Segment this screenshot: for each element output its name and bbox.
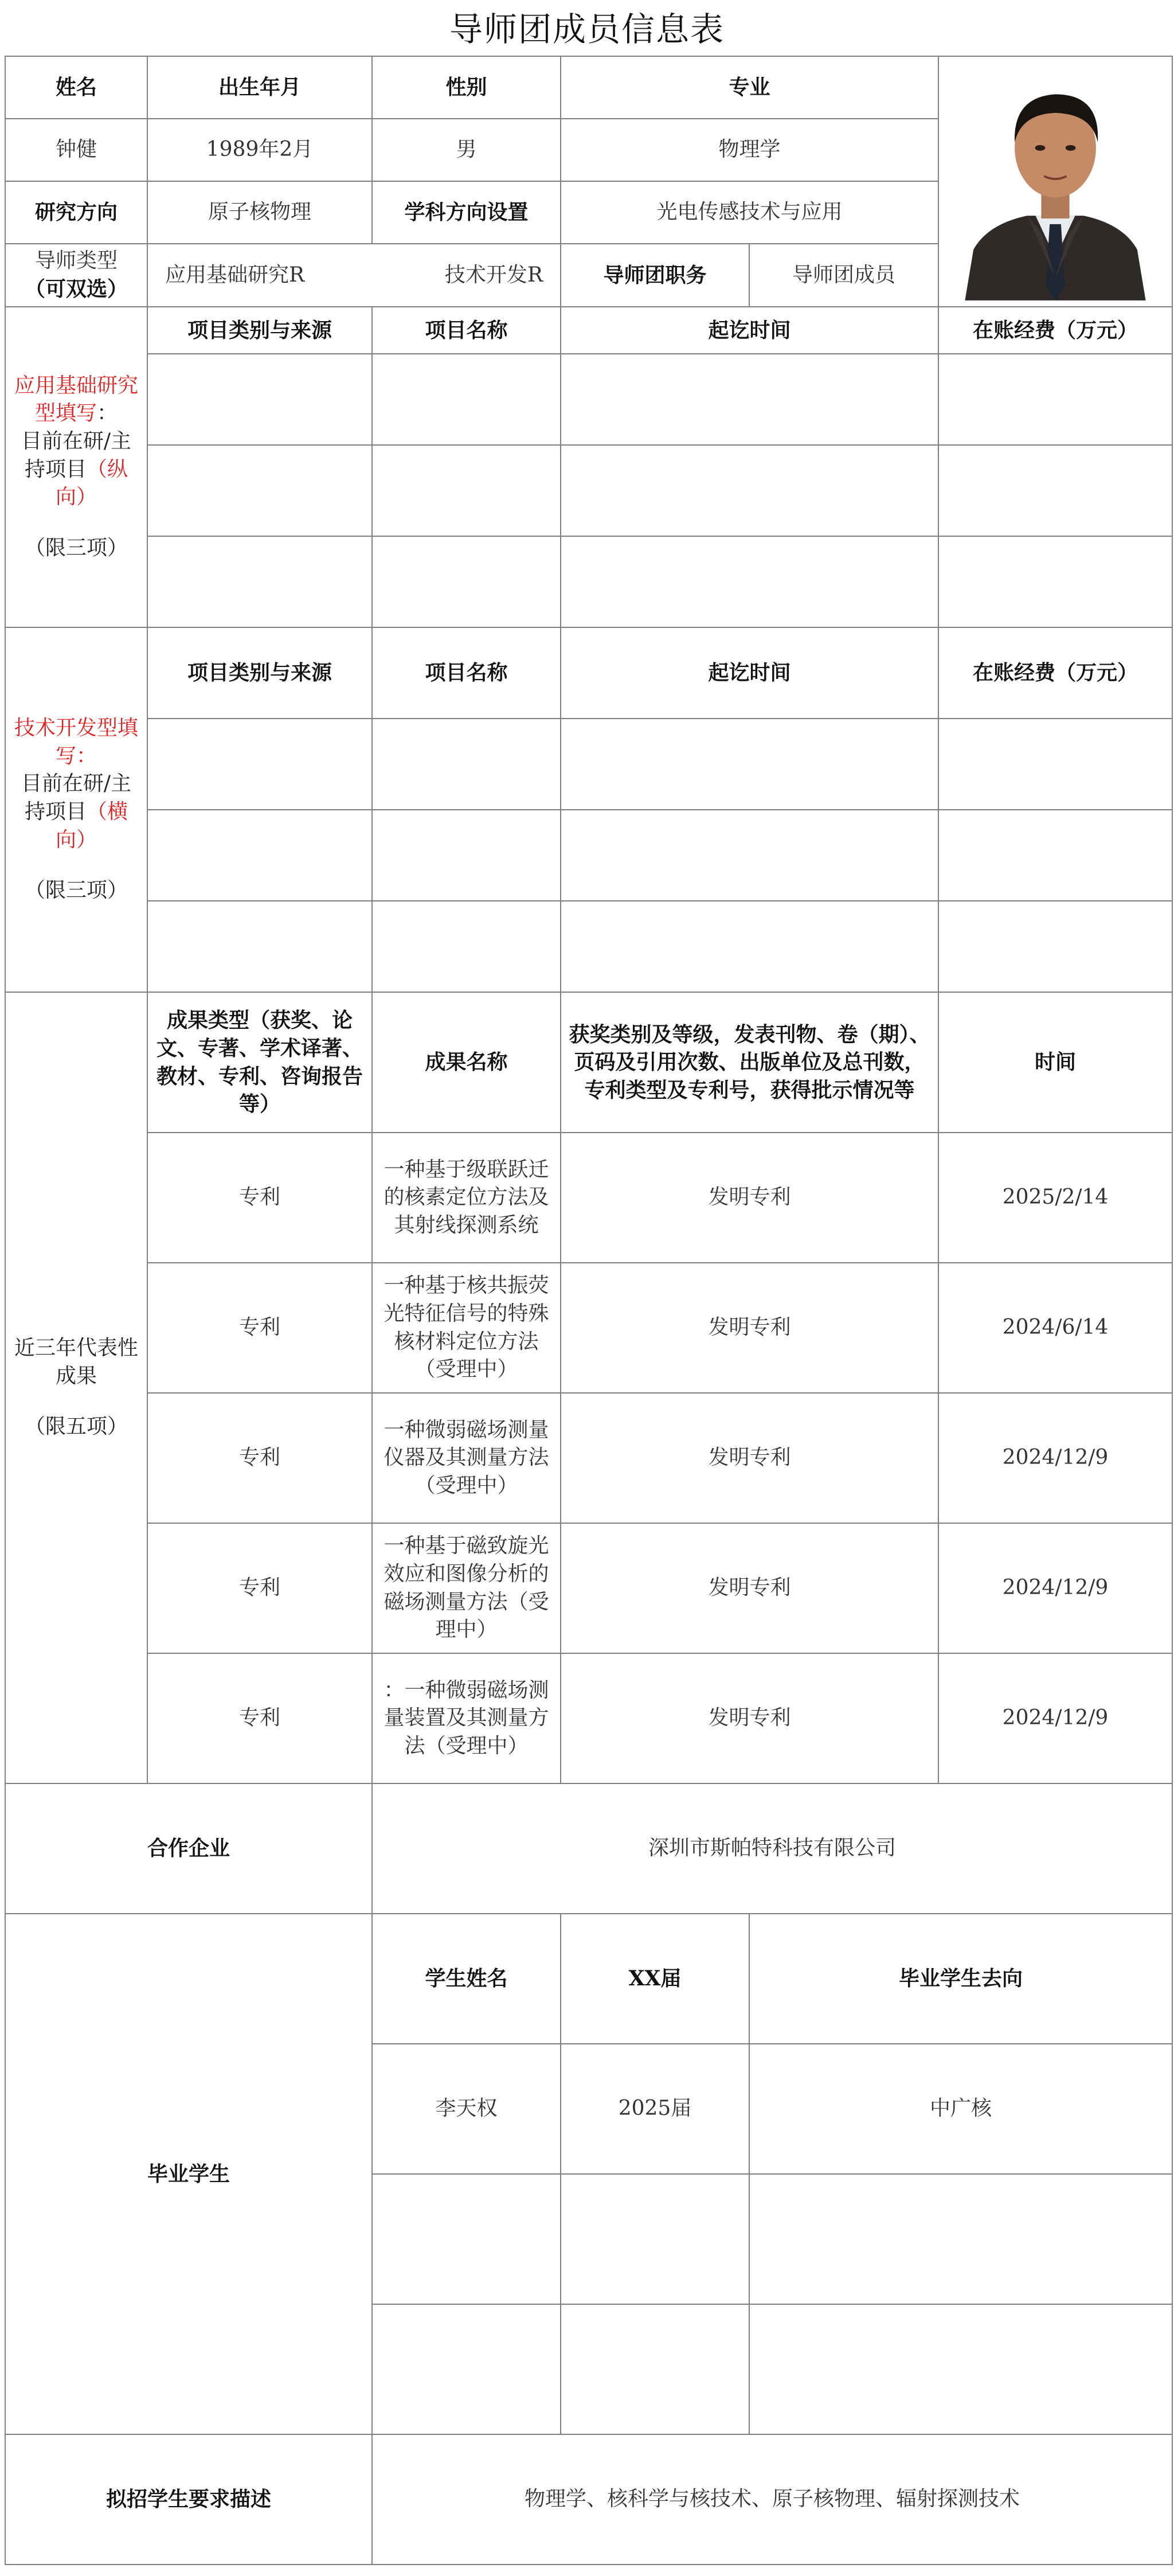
ach-detail: 发明专利 (561, 1263, 938, 1393)
discipline-label: 学科方向设置 (372, 181, 561, 244)
grad-destination: 中广核 (749, 2044, 1172, 2174)
ach-detail: 发明专利 (561, 1653, 938, 1783)
major-value: 物理学 (561, 119, 938, 181)
discipline-value: 光电传感技术与应用 (561, 181, 938, 244)
basic-col-period: 起讫时间 (561, 307, 938, 354)
partner-value: 深圳市斯帕特科技有限公司 (372, 1783, 1172, 1914)
name-label: 姓名 (5, 56, 147, 119)
grad-col-name: 学生姓名 (372, 1914, 561, 2044)
ach-name: 一种基于磁致旋光效应和图像分析的磁场测量方法（受理中） (372, 1523, 561, 1653)
achievement-row (5, 1523, 1172, 1653)
ach-time: 2025/2/14 (938, 1133, 1172, 1263)
grad-name: 李天权 (372, 2044, 561, 2174)
name-value: 钟健 (5, 119, 147, 181)
ach-col-name: 成果名称 (372, 992, 561, 1133)
ach-type: 专利 (147, 1523, 372, 1653)
partner-label: 合作企业 (5, 1783, 372, 1914)
ach-name: 一种微弱磁场测量仪器及其测量方法（受理中） (372, 1393, 561, 1523)
basic-col-category: 项目类别与来源 (147, 307, 372, 354)
tech-project-row (5, 810, 1172, 901)
ach-name: 一种基于级联跃迁的核素定位方法及其射线探测系统 (372, 1133, 561, 1263)
tech-project-row (5, 719, 1172, 810)
ach-type: 专利 (147, 1393, 372, 1523)
mentor-type-option-basic: 应用基础研究R (165, 263, 305, 287)
grad-col-year: XX届 (561, 1914, 749, 2044)
ach-type: 专利 (147, 1133, 372, 1263)
photo-cell (938, 56, 1172, 307)
ach-time: 2024/12/9 (938, 1393, 1172, 1523)
basic-col-name: 项目名称 (372, 307, 561, 354)
research-direction-label: 研究方向 (5, 181, 147, 244)
mentor-type-option-tech: 技术开发R (444, 263, 543, 287)
ach-type: 专利 (147, 1653, 372, 1783)
ach-name: ：一种微弱磁场测量装置及其测量方法（受理中） (372, 1653, 561, 1783)
major-label: 专业 (561, 56, 938, 119)
mentor-role-value: 导师团成员 (749, 244, 938, 307)
gender-value: 男 (372, 119, 561, 181)
basic-project-row (5, 354, 1172, 445)
portrait-photo (942, 62, 1168, 302)
tech-col-period: 起讫时间 (561, 627, 938, 719)
tech-project-row (5, 901, 1172, 992)
ach-type: 专利 (147, 1263, 372, 1393)
ach-col-detail: 获奖类别及等级，发表刊物、卷（期）、页码及引用次数、出版单位及总刊数，专利类型及专利号，获得批示情况等 (561, 992, 938, 1133)
gender-label: 性别 (372, 56, 561, 119)
ach-time: 2024/12/9 (938, 1653, 1172, 1783)
basic-project-row (5, 536, 1172, 627)
basic-col-funding: 在账经费（万元） (938, 307, 1172, 354)
achievement-row (5, 1653, 1172, 1783)
requirements-label: 拟招学生要求描述 (5, 2434, 372, 2565)
mentor-type-label: 导师类型 （可双选） (5, 244, 147, 307)
basic-projects-label: 应用基础研究型填写： 目前在研/主持项目（纵向） （限三项） (5, 307, 147, 627)
achievement-row (5, 1393, 1172, 1523)
basic-project-row (5, 445, 1172, 536)
ach-detail: 发明专利 (561, 1523, 938, 1653)
ach-time: 2024/12/9 (938, 1523, 1172, 1653)
research-direction-value: 原子核物理 (147, 181, 372, 244)
tech-col-category: 项目类别与来源 (147, 627, 372, 719)
birth-value: 1989年2月 (147, 119, 372, 181)
mentor-role-label: 导师团职务 (561, 244, 749, 307)
achievement-row (5, 1133, 1172, 1263)
grad-year: 2025届 (561, 2044, 749, 2174)
info-table (5, 56, 1173, 2565)
tech-col-name: 项目名称 (372, 627, 561, 719)
ach-col-type: 成果类型（获奖、论文、专著、学术译著、教材、专利、咨询报告等） (147, 992, 372, 1133)
page-title: 导师团成员信息表 (449, 10, 725, 49)
requirements-value: 物理学、核科学与核技术、原子核物理、辐射探测技术 (372, 2434, 1172, 2565)
ach-name: 一种基于核共振荧光特征信号的特殊核材料定位方法（受理中） (372, 1263, 561, 1393)
tech-projects-label: 技术开发型填写： 目前在研/主持项目（横向） （限三项） (5, 627, 147, 992)
grad-col-destination: 毕业学生去向 (749, 1914, 1172, 2044)
tech-col-funding: 在账经费（万元） (938, 627, 1172, 719)
achievements-label: 近三年代表性成果 （限五项） (5, 992, 147, 1783)
ach-time: 2024/6/14 (938, 1263, 1172, 1393)
ach-detail: 发明专利 (561, 1393, 938, 1523)
birth-label: 出生年月 (147, 56, 372, 119)
ach-col-time: 时间 (938, 992, 1172, 1133)
graduates-label: 毕业学生 (5, 1914, 372, 2434)
mentor-type-options (147, 244, 561, 307)
achievement-row (5, 1263, 1172, 1393)
ach-detail: 发明专利 (561, 1133, 938, 1263)
